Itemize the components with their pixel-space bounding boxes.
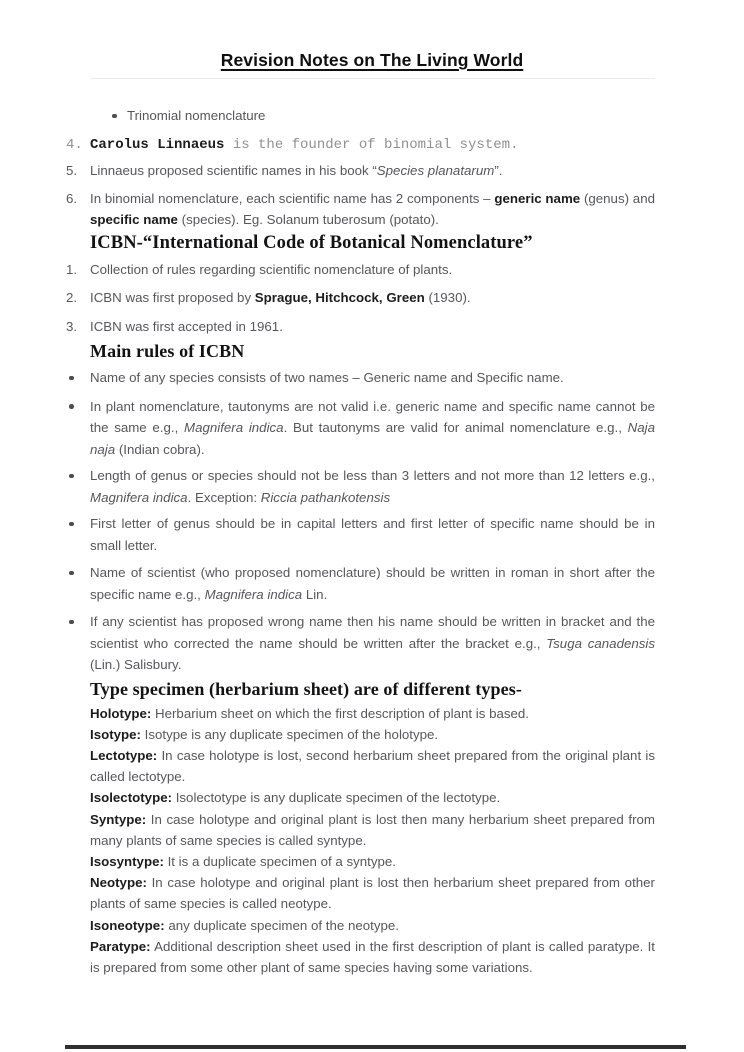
page-bottom-rule [65, 1045, 686, 1049]
definition-desc: any duplicate specimen of the neotype. [164, 917, 399, 933]
section-heading-icbn: ICBN-“International Code of Botanical Nomenclature” [90, 232, 533, 253]
italic-text: Species planatarum [376, 163, 495, 178]
emphasis-text: Sprague, Hitchcock, Green [254, 290, 425, 305]
italic-text: Magnifera indica [204, 586, 303, 602]
definition-desc: Additional description sheet used in the first description of plant is called paratype. It is prepared from some other plant of same species having some variations. [90, 938, 655, 975]
list-number: 5. [66, 163, 78, 178]
definition-holotype [90, 703, 655, 724]
definition-term: Isosyntype: [90, 853, 164, 869]
definition-isosyntype [90, 851, 655, 872]
plain-text: In binomial nomenclature, each scientific name has 2 components – [90, 190, 495, 206]
definition-isolectotype [90, 787, 655, 808]
definition-desc: In case holotype and original plant is lost then herbarium sheet prepared from other plants of same species is called neotype. [90, 875, 655, 912]
plain-text: First letter of genus should be in capital letters and first letter of specific name should be in small letter. [90, 516, 655, 553]
definition-paratype [90, 936, 655, 978]
list-item-text [90, 188, 655, 231]
bullet-icon [66, 465, 90, 508]
italic-text: Magnifera indica [184, 420, 284, 435]
bullet-icon [109, 105, 127, 127]
emphasis-text: generic name [494, 190, 581, 206]
plain-text: (Indian cobra). [115, 441, 205, 457]
list-number: 6. [66, 190, 78, 206]
list-item-6 [66, 188, 655, 231]
definition-term: Syntype: [90, 811, 147, 827]
definition-term: Isoneotype: [90, 917, 165, 933]
section-heading-type-specimen: Type specimen (herbarium sheet) are of different types- [90, 678, 522, 699]
rule-bullet-1 [66, 367, 655, 389]
title-divider [90, 78, 655, 79]
list-item-trinomial [109, 105, 655, 127]
rule-bullet-5 [66, 562, 655, 605]
definition-syntype [90, 809, 655, 851]
rule-bullet-6 [66, 611, 655, 676]
rule-text [90, 465, 655, 508]
list-item-text [90, 135, 655, 157]
list-item-4 [66, 135, 655, 157]
bullet-icon [66, 562, 90, 605]
list-item-text: Trinomial nomenclature [127, 108, 266, 123]
list-item-text [90, 160, 655, 182]
definition-term: Paratype: [90, 938, 151, 954]
definition-neotype [90, 872, 655, 914]
list-number: 2. [66, 290, 78, 305]
rule-text [90, 367, 655, 389]
plain-text: (Lin.) Salisbury. [90, 657, 182, 672]
italic-text: Naja naja [90, 420, 655, 457]
definition-isotype [90, 724, 655, 745]
list-item-text [90, 287, 655, 309]
definition-isoneotype [90, 915, 655, 936]
plain-text: (species). Eg. Solanum tuberosum (potato). [177, 212, 439, 227]
definition-term: Holotype: [90, 705, 152, 721]
definition-desc: Herbarium sheet on which the first description of plant is based. [151, 705, 529, 721]
bullet-icon [66, 367, 90, 389]
list-item-5 [66, 160, 655, 182]
list-item-text [90, 316, 655, 338]
bullet-icon [66, 611, 90, 676]
rule-bullet-3 [66, 465, 655, 508]
plain-text: (1930). [424, 290, 471, 305]
definition-desc: In case holotype is lost, second herbarium sheet prepared from the original plant is called lectotype. [90, 747, 655, 785]
rule-text [90, 396, 655, 461]
plain-text: Linnaeus proposed scientific names in his book “ [90, 163, 377, 178]
plain-text: . Exception: [187, 489, 261, 505]
definition-lectotype [90, 745, 655, 787]
plain-text: Name of scientist (who proposed nomenclature) should be written in roman in short after the specific name e.g., [90, 565, 655, 602]
plain-text: (genus) and [580, 190, 655, 206]
plain-text: In plant nomenclature, tautonyms are not valid i.e. generic name and specific name cannot be the same e.g., [90, 398, 655, 435]
italic-text: Riccia pathankotensis [260, 489, 391, 505]
rule-bullet-4 [66, 513, 655, 556]
definition-term: Neotype: [90, 875, 147, 891]
section-heading-main-rules: Main rules of ICBN [90, 341, 245, 361]
plain-text: Name of any species consists of two names – Generic name and Specific name. [90, 370, 564, 385]
definition-term: Isolectotype: [90, 790, 173, 806]
icbn-item-1 [66, 259, 655, 281]
definition-desc: Isotype is any duplicate specimen of the holotype. [140, 726, 439, 742]
rule-text [90, 562, 655, 605]
definitions-block [90, 703, 655, 979]
definition-desc: It is a duplicate specimen of a syntype. [163, 853, 396, 869]
bullet-icon [66, 513, 90, 556]
plain-text: is the founder of binomial system. [224, 136, 519, 153]
definition-desc: In case holotype and original plant is lost then many herbarium sheet prepared from many plants of same species is called syntype. [90, 811, 655, 848]
list-number: 1. [66, 261, 78, 277]
rule-bullet-2 [66, 396, 655, 461]
plain-text: . But tautonyms are valid for animal nomenclature e.g., [283, 420, 628, 435]
plain-text: Lin. [302, 586, 328, 602]
icbn-item-2 [66, 287, 655, 309]
plain-text: ICBN was first accepted in 1961. [90, 318, 283, 334]
plain-text: If any scientist has proposed wrong name then his name should be written in bracket and the scientist who corrected the name should be written after the bracket e.g., [90, 614, 655, 651]
definition-desc: Isolectotype is any duplicate specimen of the lectotype. [172, 790, 501, 806]
page-title: Revision Notes on The Living World [220, 50, 524, 70]
rule-text [90, 513, 655, 556]
definition-term: Isotype: [90, 726, 141, 742]
plain-text: Collection of rules regarding scientific nomenclature of plants. [90, 261, 453, 277]
plain-text: ICBN was first proposed by [90, 290, 255, 305]
list-number: 4. [66, 136, 83, 153]
list-item-text [90, 259, 655, 281]
emphasis-text: Carolus Linnaeus [90, 136, 225, 153]
icbn-item-3 [66, 316, 655, 338]
emphasis-text: specific name [90, 212, 178, 227]
list-number: 3. [66, 318, 78, 334]
italic-text: Magnifera indica [90, 489, 188, 505]
italic-text: Tsuga canadensis [546, 635, 655, 651]
plain-text: ”. [494, 163, 503, 178]
definition-term: Lectotype: [90, 747, 158, 763]
rule-text [90, 611, 655, 676]
plain-text: Length of genus or species should not be less than 3 letters and not more than 12 letters e.g., [90, 468, 655, 483]
bullet-icon [66, 396, 90, 461]
